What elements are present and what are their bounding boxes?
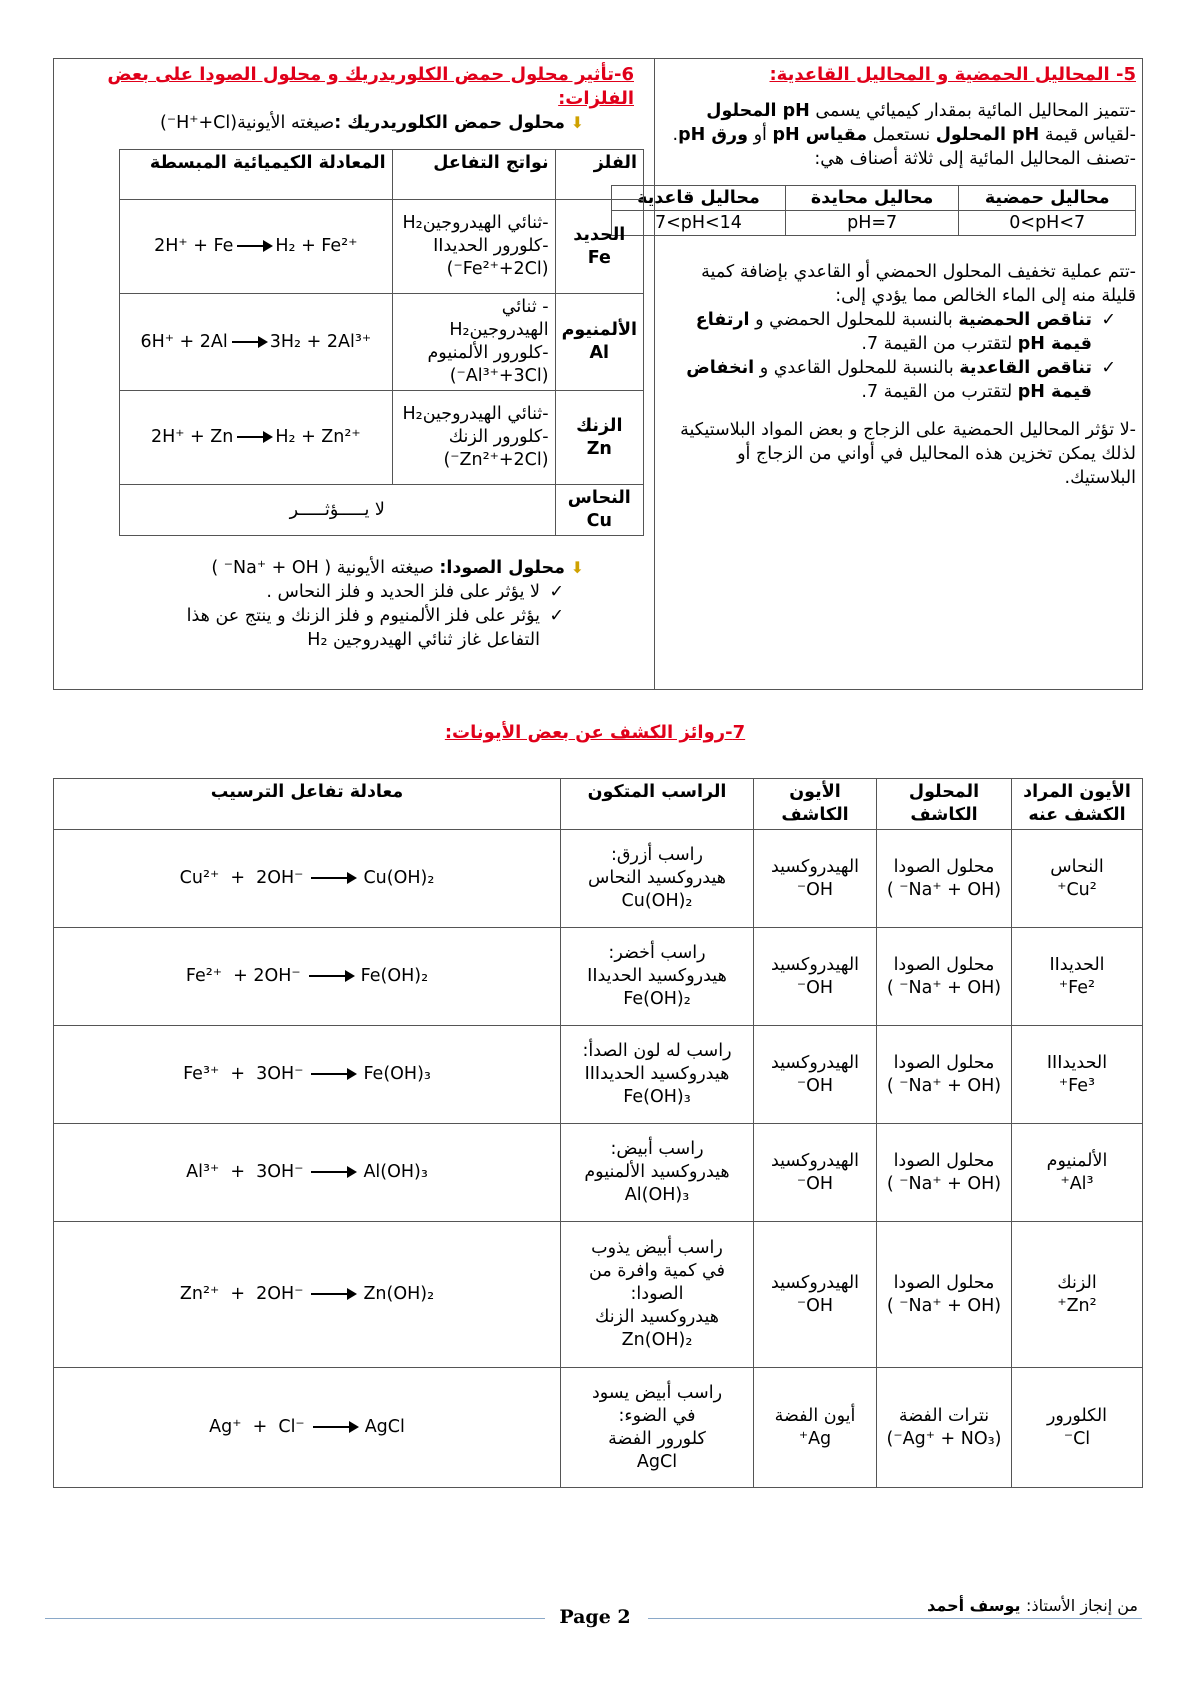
table-row: [120, 391, 644, 485]
naoh-check-2: ✓ يؤثر على فلز الألمنيوم و فلز الزنك و ينتج عن هذا التفاعل غاز ثنائي الهيدروجين H₂: [186, 606, 564, 650]
sec5-p4: -تتم عملية تخفيف المحلول الحمضي أو القاعدي بإضافة كمية قليلة منه إلى الماء الخالص مما يؤدي إلى:: [701, 262, 1136, 306]
table-row: [54, 1222, 1143, 1368]
sec5-p1: -تتميز المحاليل المائية بمقدار كيميائي يسمى pH المحلول: [706, 101, 1136, 121]
product-line: (Al³⁺+3Cl⁻): [449, 366, 549, 386]
ion-cell: الزنك Zn²⁺: [1012, 1222, 1143, 1368]
product-line: -كلورور الحديدII: [433, 236, 549, 256]
table-row: [120, 294, 644, 391]
section-7-title-wrap: [0, 722, 1190, 743]
reagent-cell: محلول الصودا (Na⁺ + OH⁻ ): [877, 1124, 1012, 1222]
precipitate-cell: راسب أخضر: هيدروكسيد الحديدII Fe(OH)₂: [561, 928, 754, 1026]
check-icon: ✓: [1101, 310, 1116, 330]
ions-table: [53, 778, 1143, 1488]
ph-header-acid: محاليل حمضية: [959, 186, 1136, 211]
hcl-line: ⬇ محلول حمض الكلوريدريك :صيغته الأيونية(H⁺+Cl⁻): [160, 113, 584, 133]
metal-symbol: Fe: [587, 247, 611, 268]
metal-name: الألمنيوم: [561, 320, 637, 340]
ions-header-detector: الأيون الكاشف: [754, 779, 877, 830]
detector-cell: الهيدروكسيد OH⁻: [754, 830, 877, 928]
ph-value-base: 7<pH<14: [612, 211, 786, 236]
arrow-icon: [313, 1426, 357, 1428]
metals-header-equation: المعادلة الكيميائية المبسطة: [120, 150, 393, 200]
reagent-cell: نترات الفضة (Ag⁺ + NO₃⁻): [877, 1368, 1012, 1488]
detector-cell: الهيدروكسيد OH⁻: [754, 1222, 877, 1368]
metal-name: النحاس: [567, 488, 631, 508]
ion-cell: الكلورور Cl⁻: [1012, 1368, 1143, 1488]
equation: Zn²⁺ + 2OH⁻ Zn(OH)₂: [54, 1222, 561, 1368]
product-line: - ثنائي الهيدروجينH₂: [449, 297, 549, 340]
equation: 2H⁺ + Zn H₂ + Zn²⁺: [120, 391, 393, 485]
table-row: [54, 1368, 1143, 1488]
check-icon: ✓: [549, 606, 564, 626]
arrow-icon: [311, 877, 355, 879]
table-row: [54, 1124, 1143, 1222]
metal-symbol: Al: [589, 343, 610, 363]
column-divider: [654, 59, 655, 689]
ph-value-neutral: pH=7: [785, 211, 959, 236]
metal-symbol: Zn: [586, 438, 612, 459]
product-line: (Zn²⁺+2Cl⁻): [443, 450, 549, 470]
equation: Ag⁺ + Cl⁻ AgCl: [54, 1368, 561, 1488]
top-frame: [53, 58, 1143, 690]
arrow-icon: [237, 436, 271, 438]
product-line: -كلورور الزنك: [448, 427, 549, 447]
page-number: Page 2: [559, 1606, 631, 1628]
ion-cell: النحاس Cu²⁺: [1012, 830, 1143, 928]
ions-header-ion: الأيون المراد الكشف عنه: [1012, 779, 1143, 830]
precipitate-cell: راسب أبيض: هيدروكسيد الألمنيوم Al(OH)₃: [561, 1124, 754, 1222]
product-line: -ثنائي الهيدروجينH₂: [402, 213, 549, 233]
table-row: [54, 1026, 1143, 1124]
reagent-cell: محلول الصودا (Na⁺ + OH⁻ ): [877, 1222, 1012, 1368]
ions-header-precipitate: الراسب المتكون: [561, 779, 754, 830]
ions-header-equation: معادلة تفاعل الترسيب: [54, 779, 561, 830]
ph-header-neutral: محاليل محايدة: [785, 186, 959, 211]
author: من إنجاز الأستاذ: يوسف أحمد: [927, 1596, 1138, 1615]
table-row: [120, 485, 644, 536]
precipitate-cell: راسب له لون الصدأ: هيدروكسيد الحديدIII Fe(OH)₃: [561, 1026, 754, 1124]
equation: Cu²⁺ + 2OH⁻ Cu(OH)₂: [54, 830, 561, 928]
metals-table: [119, 149, 644, 536]
arrow-icon: [237, 245, 271, 247]
detector-cell: الهيدروكسيد OH⁻: [754, 1124, 877, 1222]
ion-cell: الألمنيوم Al³⁺: [1012, 1124, 1143, 1222]
reagent-cell: محلول الصودا (Na⁺ + OH⁻ ): [877, 928, 1012, 1026]
ions-header-reagent: المحلول الكاشف: [877, 779, 1012, 830]
bullet-icon: ⬇: [570, 558, 584, 577]
precipitate-cell: راسب أزرق: هيدروكسيد النحاس Cu(OH)₂: [561, 830, 754, 928]
equation: Al³⁺ + 3OH⁻ Al(OH)₃: [54, 1124, 561, 1222]
reagent-cell: محلول الصودا (Na⁺ + OH⁻ ): [877, 1026, 1012, 1124]
ph-header-base: محاليل قاعدية: [612, 186, 786, 211]
sec5-check-2: ✓ تناقص القاعدية بالنسبة للمحلول القاعدي و انخفاض قيمة pH لتقترب من القيمة 7.: [686, 358, 1116, 402]
equation: 6H⁺ + 2Al 3H₂ + 2Al³⁺: [120, 294, 393, 391]
table-row: [54, 830, 1143, 928]
section-5: [637, 59, 1136, 490]
detector-cell: الهيدروكسيد OH⁻: [754, 1026, 877, 1124]
arrow-icon: [232, 341, 266, 343]
arrow-icon: [311, 1171, 355, 1173]
table-row: [120, 200, 644, 294]
section-7-title: 7-روائز الكشف عن بعض الأيونات:: [444, 722, 746, 743]
section-6-title: 6-تأثير محلول حمض الكلوريدريك و محلول الصودا على بعض الفلزات:: [107, 64, 634, 109]
section-6: [62, 59, 644, 652]
arrow-icon: [311, 1293, 355, 1295]
metal-symbol: Cu: [586, 511, 612, 531]
detector-cell: الهيدروكسيد OH⁻: [754, 928, 877, 1026]
equation: Fe³⁺ + 3OH⁻ Fe(OH)₃: [54, 1026, 561, 1124]
arrow-icon: [311, 1073, 355, 1075]
metals-header-metal: الفلز: [555, 150, 643, 200]
no-effect-text: لا يـــــؤثـــــر: [120, 485, 556, 536]
metal-name: الزنك: [576, 415, 623, 436]
sec5-check-1: ✓ تناقص الحمضية بالنسبة للمحلول الحمضي و ارتفاع قيمة pH لتقترب من القيمة 7.: [695, 310, 1116, 354]
product-line: -كلورور الألمنيوم: [427, 343, 549, 363]
bullet-icon: ⬇: [570, 113, 584, 132]
reagent-cell: محلول الصودا (Na⁺ + OH⁻ ): [877, 830, 1012, 928]
section-5-title: 5- المحاليل الحمضية و المحاليل القاعدية:: [769, 64, 1136, 85]
footer: [0, 1596, 1190, 1636]
arrow-icon: [309, 975, 353, 977]
sec5-p3: -تصنف المحاليل المائية إلى ثلاثة أصناف هي:: [814, 149, 1136, 169]
ph-value-acid: 0<pH<7: [959, 211, 1136, 236]
ion-cell: الحديدIII Fe³⁺: [1012, 1026, 1143, 1124]
precipitate-cell: راسب أبيض يذوب في كمية وافرة من الصودا: هيدروكسيد الزنك Zn(OH)₂: [561, 1222, 754, 1368]
naoh-line: ⬇ محلول الصودا: صيغته الأيونية ( Na⁺ + OH⁻ ): [211, 558, 584, 578]
equation: 2H⁺ + Fe H₂ + Fe²⁺: [120, 200, 393, 294]
naoh-check-1: ✓ لا يؤثر على فلز الحديد و فلز النحاس .: [266, 582, 564, 602]
sec5-p5: -لا تؤثر المحاليل الحمضية على الزجاج و بعض المواد البلاستيكية لذلك يمكن تخزين هذه المحاليل في أواني من الزجاج أو البلاستيك.: [680, 420, 1136, 488]
ion-cell: الحديدII Fe²⁺: [1012, 928, 1143, 1026]
sec5-p2: -لقياس قيمة pH المحلول نستعمل مقياس pH أو ورق pH.: [672, 125, 1136, 145]
ph-table: [611, 185, 1136, 236]
metals-header-products: نواتج التفاعل: [392, 150, 555, 200]
check-icon: ✓: [1101, 358, 1116, 378]
table-row: [54, 928, 1143, 1026]
product-line: (Fe²⁺+2Cl⁻): [446, 259, 549, 279]
metal-name: الحديد: [573, 224, 626, 245]
product-line: -ثنائي الهيدروجينH₂: [402, 404, 549, 424]
check-icon: ✓: [549, 582, 564, 602]
detector-cell: أيون الفضة Ag⁺: [754, 1368, 877, 1488]
equation: Fe²⁺ + 2OH⁻ Fe(OH)₂: [54, 928, 561, 1026]
precipitate-cell: راسب أبيض يسود في الضوء: كلورور الفضة AgCl: [561, 1368, 754, 1488]
